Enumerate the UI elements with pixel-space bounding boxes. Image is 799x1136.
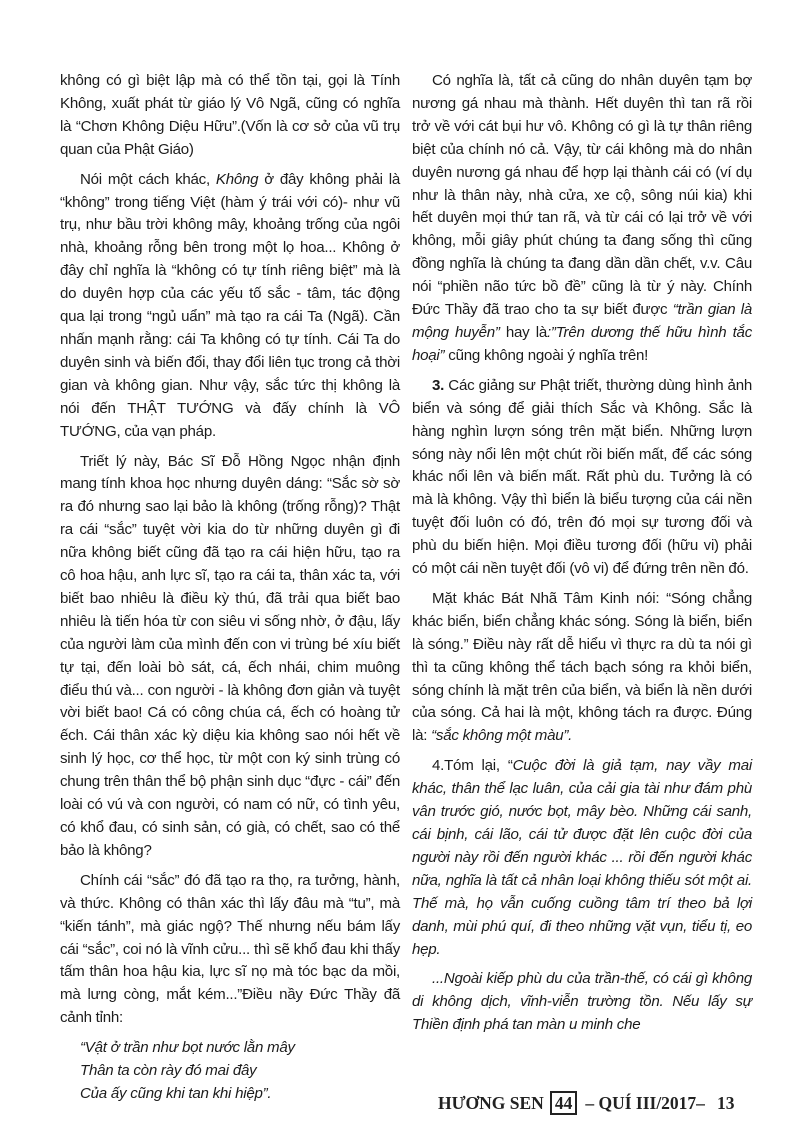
paragraph-text: Mặt khác Bát Nhã Tâm Kinh nói: “Sóng chẳng khác biển, biển chẳng khác sóng. Sóng là biển, biển là sóng.” Điều này rất dễ hiểu vì thực ra dù ta nói gì thì ta cũng không thể tách bạch sóng ra khỏi biển, sóng chính là mặt trên của biển, và biển là nền dưới của sóng. Cả hai là một, không tách ra được. Đúng là: <box>412 589 752 745</box>
issue-quarter: – QUÍ III/2017– <box>585 1092 705 1113</box>
paragraph-text: Triết lý này, Bác Sĩ Đỗ Hồng Ngọc nhận định mang tính khoa học nhưng duyên dáng: “Sắc sờ sờ ra đó nhưng sao lại bảo là không (trống rỗng)? Thật ra cái “sắc” tuyệt vời kia do từ những duyên gì đi nữa không biết cũng đã tạo ra cái hiện hữu, tạo ra cô hoa hậu, anh lực sĩ, tạo ra cái ta, thân xác ta, với biết bao nhiêu là điều kỳ thú, đã trải qua biết bao nhiêu là tiến hóa từ con siêu vi sống nhờ, ở đậu, lấy của người làm của mình đến con vi trùng bé xíu biết tự tại, đến loài bò sát, cá, ếch nhái, chim muông điểu thú và... con người - là không đơn giản và tuyệt vời biết bao! Cá có công chúa cá, ếch có hoàng tử ếch. Cái thân xác kỳ diệu kia không sao nói hết về sinh lý học, cơ thể học, từ một con ký sinh trùng có chung trên thân thể bộ phận sinh dục “đực - cái” đến loài có vú và con người, có nam có nữ, có tình yêu, có khổ đau, có sinh sản, có già, có chết, sao có thể bảo là không? <box>60 452 400 859</box>
emphasis-text: ...Ngoài kiếp phù du của trần-thế, có cái gì không di không dịch, vĩnh-viễn trường tồn. Nếu lấy sự Thiền định phá tan màn u minh che <box>412 970 752 1034</box>
paragraph-text: Chính cái “sắc” đó đã tạo ra thọ, ra tưởng, hành, và thức. Không có thân xác thì lấy đâu mà “tu”, mà “kiến tánh”, mà giác ngộ? Thế nhưng nếu bám lấy cái “sắc”, coi nó là vĩnh cửu... thì sẽ khổ đau khi thấy tấm thân hoa hậu kia, lực sĩ nọ mà tóc bạc da mồi, mà lưng còng, mắt kém...”Điều nầy Đức Thầy đã cảnh tỉnh: <box>60 871 400 1027</box>
magazine-name: HƯƠNG SEN <box>438 1092 544 1113</box>
verse-line: “Vật ở trần như bọt nước lằn mây <box>80 1039 295 1057</box>
emphasis-text: “trần gian là mộng huyễn” <box>412 301 752 341</box>
paragraph-text: không có gì biệt lập mà có thể tồn tại, gọi là Tính Không, xuất phát từ giáo lý Vô Ngã, cũng có nghĩa là “Chơn Không Diệu Hữu”.(Vốn là cơ sở của vũ trụ quan của Phật Giáo) <box>60 72 400 158</box>
section-number: 3. <box>432 376 445 394</box>
paragraph-text: Nói một cách khác, <box>80 170 216 188</box>
paragraph <box>60 70 400 162</box>
paragraph <box>412 375 752 581</box>
paragraph-text: cũng không ngoài ý nghĩa trên! <box>444 346 649 364</box>
paragraph-text: Có nghĩa là, tất cả cũng do nhân duyên tạm bợ nương gá nhau mà thành. Hết duyên thì tan rã rồi trở về với cát bụi hư vô. Không có gì là tự thân riêng biệt của chính nó cả. Vậy, từ cái không mà do nhân duyên nương gá nhau để hợp lại thành cái có (ví dụ như là thân này, nhà cửa, xe cộ, sông núi kia) khi hết duyên mọi thứ tan rã, và từ cái có lại trở về với không, mỗi giây phút chúng ta đang sống thì cũng đồng nghĩa là chúng ta đang dần dần chết, v.v. Câu nói “phiền não tức bồ đề” cũng là từ ý này. Chính Đức Thầy đã trao cho ta sự biết được <box>412 72 752 319</box>
paragraph <box>412 968 752 1037</box>
paragraph <box>412 70 752 368</box>
page-footer <box>438 1091 734 1115</box>
emphasis-text: Cuộc đời là giả tạm, nay vầy mai khác, thân thể lạc luân, của cải gia tài như đám phù vân trước gió, nước bọt, mây bèo. Những cái sanh, cái bịnh, cái lão, cái tử được đặt lên cuộc đời của người này rồi đến người khác ... rồi đến người khác nữa, nghĩa là tất cả nhân loại không thiếu sót một ai. Thế mà, họ vẫn cuống cuồng tâm trí theo bả lợi danh, mùi phú quí, đi theo những vặt vụn, tiểu tị, eo hẹp. <box>412 757 753 958</box>
verse-quote <box>80 1037 400 1106</box>
paragraph-text: ở đây không phải là “không” trong tiếng Việt (hàm ý trái với có)- như vũ trụ, như bầu trời không mây, khoảng trống của ngôi nhà, khoảng rỗng bên trong một lọ hoa... Không ở đây chỉ nghĩa là “không có tự tính riêng biệt” mà là do duyên hợp của các yếu tố sắc - tâm, tác động qua lại trong “ngủ uẩn” mà tạo ra cái Ta (Ngã). Cần nhấn mạnh rằng: cái Ta không có tự tính. Cái Ta do duyên sinh và biến đổi, thay đổi liên tục trong cả thời gian và không gian. Như vậy, sắc tức thị không là nói đến THẬT TƯỚNG và đấy chính là VÔ TƯỚNG, của vạn pháp. <box>60 170 400 440</box>
verse-line: Của ấy cũng khi tan khi hiệp”. <box>80 1084 272 1102</box>
paragraph <box>60 870 400 1030</box>
paragraph-text: hay là <box>499 323 547 341</box>
paragraph <box>60 451 400 863</box>
emphasis-text: :”Trên dương thế hữu hình tắc hoại” <box>412 323 752 364</box>
left-column <box>60 70 400 1106</box>
paragraph <box>412 755 752 961</box>
issue-number-box: 44 <box>550 1091 578 1115</box>
emphasis-text: “sắc không một màu”. <box>431 727 573 745</box>
paragraph-text: Các giảng sư Phật triết, thường dùng hình ảnh biển và sóng để giải thích Sắc và Không. Sắc là hàng nghìn lượn sóng trên mặt biển. Những lượn sóng này nổi lên một chút rồi biến mất, để các sóng khác nổi lên và biến mất. Rất phù du. Tưởng là có mà là không. Vậy thì biển là biểu tượng của cái nền tuyệt đối luôn có đó, trên đó mọi sự tương đối và phù du biến hiện. Mọi điều tương đối (hữu vi) phải có một cái nền tuyệt đối (vô vi) để đứng trên nền đó. <box>412 376 752 578</box>
right-column <box>412 70 752 1037</box>
paragraph-text: 4.Tóm lại, “ <box>432 757 513 775</box>
page-number: 13 <box>716 1092 735 1113</box>
emphasis-text: Không <box>215 170 259 188</box>
paragraph <box>60 169 400 444</box>
verse-line: Thân ta còn rày đó mai đây <box>80 1062 257 1080</box>
paragraph <box>412 588 752 748</box>
